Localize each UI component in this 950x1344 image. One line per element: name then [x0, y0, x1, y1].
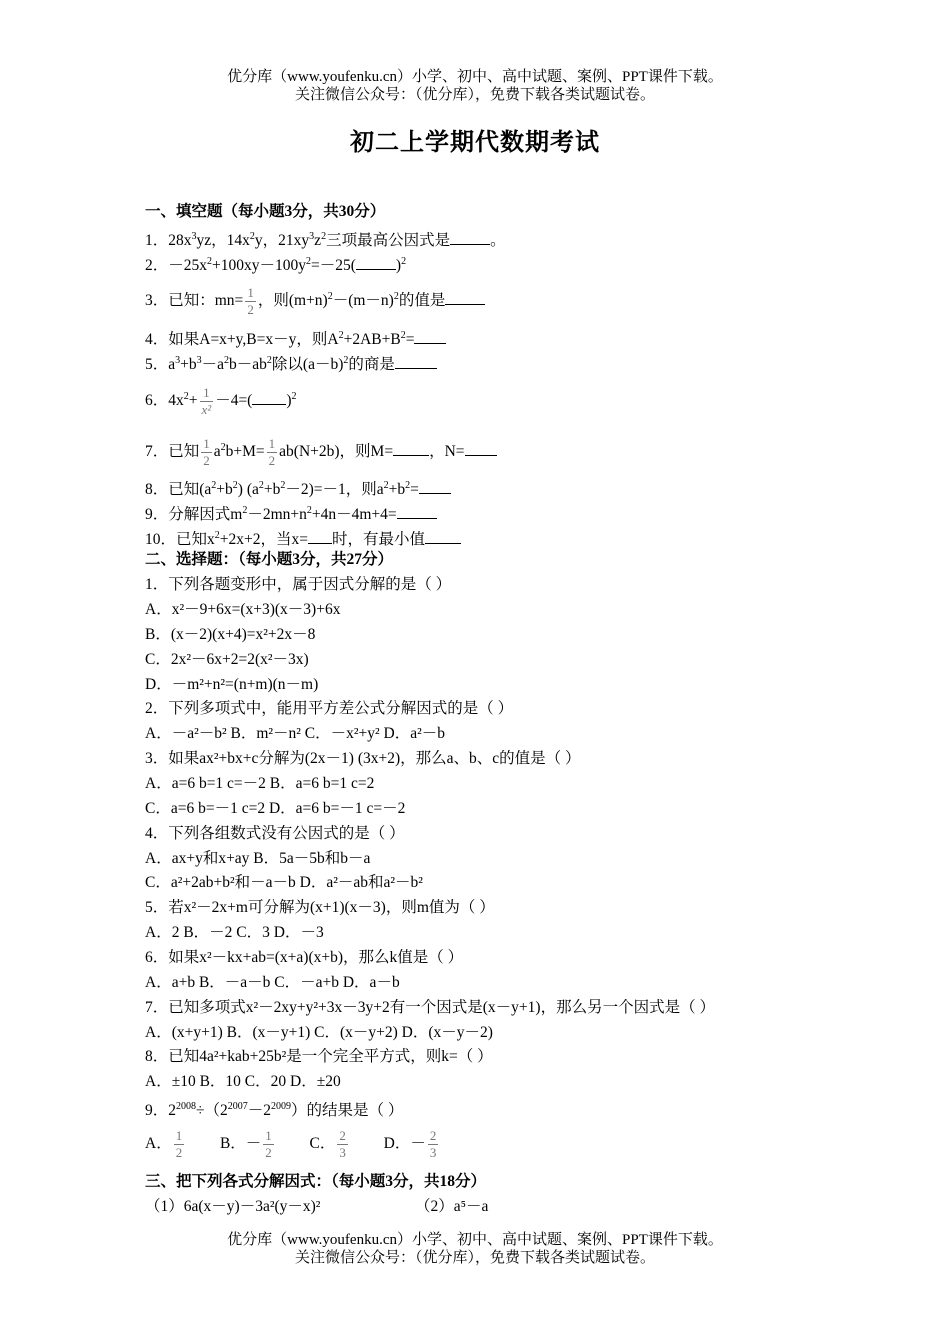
mc-line: A．2 B．－2 C．3 D．－3 [145, 924, 324, 941]
mc-line: A．x²－9+6x=(x+3)(x－3)+6x [145, 601, 341, 618]
factor-question-1: （1）6a(x－y)－3a²(y－x)² [145, 1198, 321, 1215]
footer-line-1: 优分库（www.youfenku.cn）小学、初中、高中试题、案例、PPT课件下载。 [227, 1232, 723, 1248]
question-9: 9．分解因式$m^2-2mn+n^2+4n-4m+4=$ [145, 501, 437, 525]
question-8: 8．已知$(a^2+b^2)$ $(a^2+b^2-2)=-1$，则$a^2+b^2=$ [145, 476, 451, 500]
mc-line: A．±10 B．10 C．20 D．±20 [145, 1073, 341, 1090]
section-2-heading: 二、选择题：（每小题3分，共27分） [145, 551, 394, 568]
section-1-heading: 一、填空题（每小题3分，共30分） [145, 203, 386, 220]
header-line-1: 优分库（www.youfenku.cn）小学、初中、高中试题、案例、PPT课件下载。 [227, 69, 723, 85]
question-1: 1．$28x^3yz$，$14x^2y$，$21xy^3z^2$三项最高公因式是 。 [145, 231, 506, 250]
question-7: 7．已知 $\frac{1}{2}$ $a^2b+M=$ $\frac{1}{2}$ ab(N+2b)，则M= ，N= [145, 436, 497, 469]
header-line-2: 关注微信公众号：（优分库），免费下载各类试题试卷。 [294, 87, 655, 103]
mc-line: 2．下列多项式中，能用平方差公式分解因式的是（ ） [145, 700, 514, 717]
mc-line: 1．下列各题变形中，属于因式分解的是（ ） [145, 576, 452, 593]
mc-line: 6．如果x²－kx+ab=(x+a)(x+b)，那么k值是（ ） [145, 949, 464, 966]
mc-line: A．－a²－b² B．m²－n² C．－x²+y² D．a²－b [145, 725, 446, 742]
question-6: 6．$4x^2+$ $\frac{1}{\text{x²}}$ －4=( )$^2$ [145, 385, 297, 417]
question-5: 5．$a^3+b^3-a^2b-ab^2$除以$(a-b)^2$的商是 [145, 351, 437, 375]
question-4: 4．如果A=x+y,B=x－y，则$A^2+2AB+B^2=$ [145, 326, 446, 350]
question-10: 10．已知$x^2+2x+2$，当x= 时，有最小值 [145, 526, 461, 550]
mc-line: 3．如果ax²+bx+c分解为(2x－1) (3x+2)，那么a、b、c的值是（ ） [145, 750, 581, 767]
mc-line: 7．已知多项式x²－2xy+y²+3x－3y+2有一个因式是(x－y+1)，那么另一个因式是（ ） [145, 999, 715, 1016]
mc-line: A．(x+y+1) B．(x－y+1) C．(x－y+2) D．(x－y－2) [145, 1024, 493, 1041]
question-2: 2．$-25x^2+100xy-100y^2=-25$( )$^2$ [145, 256, 407, 275]
mc-line: B．(x－2)(x+4)=x²+2x－8 [145, 626, 316, 643]
page-title: 初二上学期代数期考试 [350, 130, 600, 156]
mc-line: D．－m²+n²=(n+m)(n－m) [145, 676, 319, 693]
mc-question-9-options: A． $\frac{1}{2}$ B．－ $\frac{1}{2}$ C． $\frac{2}{3}$ D．－ $\frac{2}{3}$ [145, 1128, 437, 1160]
mc-line: 5．若x²－2x+m可分解为(x+1)(x－3)，则m值为（ ） [145, 899, 495, 916]
question-3: 3．已知：mn= $\frac{1}{2}$ ，则$(m+n)^2-(m-n)^2$的值是 [145, 285, 485, 318]
footer-line-2: 关注微信公众号：（优分库），免费下载各类试题试卷。 [294, 1250, 655, 1266]
mc-line: A．a+b B．－a－b C．－a+b D．a－b [145, 974, 400, 991]
mc-line: C．a²+2ab+b²和－a－b D．a²－ab和a²－b² [145, 874, 423, 891]
mc-line: 4．下列各组数式没有公因式的是（ ） [145, 825, 405, 842]
section-3-heading: 三、把下列各式分解因式：（每小题3分，共18分） [145, 1173, 487, 1190]
factor-question-2: （2）a⁵－a [415, 1198, 489, 1215]
mc-line: A．ax+y和x+ay B．5a－5b和b－a [145, 850, 371, 867]
mc-line: 8．已知4a²+kab+25b²是一个完全平方式，则k=（ ） [145, 1048, 493, 1065]
mc-line: C．a=6 b=－1 c=2 D．a=6 b=－1 c=－2 [145, 800, 406, 817]
mc-question-9: 9．$2^{2008}\div(2^{2007}-2^{2009})$的结果是（ ） [145, 1101, 404, 1120]
mc-line: A．a=6 b=1 c=－2 B．a=6 b=1 c=2 [145, 775, 375, 792]
mc-line: C．2x²－6x+2=2(x²－3x) [145, 651, 309, 668]
